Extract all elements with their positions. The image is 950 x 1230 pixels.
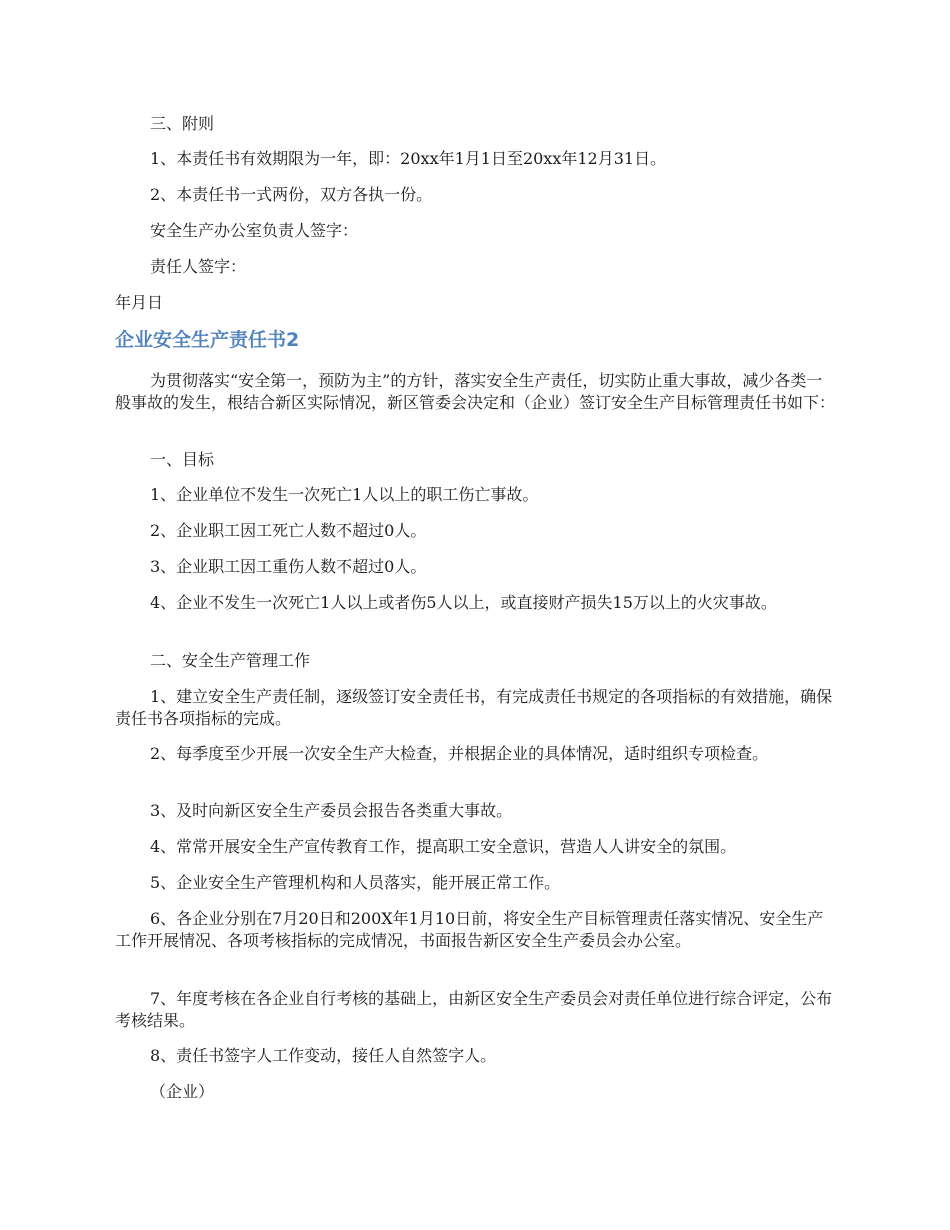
- signature-responsible-line: 责任人签字：: [150, 257, 247, 276]
- management-item-6: 6、各企业分别在7月20日和200X年1月10日前，将安全生产目标管理责任落实情况、安全生产工作开展情况、各项考核指标的完成情况，书面报告新区安全生产委员会办公室。: [115, 909, 824, 950]
- management-item-7: 7、年度考核在各企业自行考核的基础上，由新区安全生产委员会对责任单位进行综合评定，公布考核结果。: [115, 989, 833, 1030]
- management-item-4: 4、常常开展安全生产宣传教育工作，提高职工安全意识，营造人人讲安全的氛围。: [150, 837, 737, 856]
- date-line: 年月日: [115, 293, 164, 312]
- section-heading-goals: 一、目标: [150, 450, 215, 469]
- signature-office-line: 安全生产办公室负责人签字：: [150, 221, 359, 240]
- intro-paragraph: 为贯彻落实“安全第一，预防为主”的方针，落实安全生产责任，切实防止重大事故，减少各类一般事故的发生，根结合新区实际情况，新区管委会决定和（企业）签订安全生产目标管理责任书如下：: [115, 371, 836, 412]
- management-item-3: 3、及时向新区安全生产委员会报告各类重大事故。: [150, 801, 513, 820]
- appendix-item-2: 2、本责任书一式两份，双方各执一份。: [150, 185, 433, 204]
- goal-item-2: 2、企业职工因工死亡人数不超过0人。: [150, 521, 427, 540]
- goal-item-3: 3、企业职工因工重伤人数不超过0人。: [150, 557, 427, 576]
- goal-item-1: 1、企业单位不发生一次死亡1人以上的职工伤亡事故。: [150, 485, 539, 504]
- appendix-item-1: 1、本责任书有效期限为一年，即：20xx年1月1日至20xx年12月31日。: [150, 149, 667, 168]
- signature-company: （企业）: [150, 1082, 215, 1101]
- goal-item-4: 4、企业不发生一次死亡1人以上或者伤5人以上，或直接财产损失15万以上的火灾事故。: [150, 593, 777, 612]
- management-item-8: 8、责任书签字人工作变动，接任人自然签字人。: [150, 1046, 497, 1065]
- management-item-5: 5、企业安全生产管理机构和人员落实，能开展正常工作。: [150, 873, 561, 892]
- section-heading-management: 二、安全生产管理工作: [150, 651, 311, 670]
- section-heading-appendix: 三、附则: [150, 114, 215, 133]
- management-item-2: 2、每季度至少开展一次安全生产大检查，并根据企业的具体情况，适时组织专项检查。: [150, 744, 769, 763]
- management-item-1: 1、建立安全生产责任制，逐级签订安全责任书，有完成责任书规定的各项指标的有效措施，确保责任书各项指标的完成。: [115, 687, 833, 728]
- document-title: 企业安全生产责任书2: [115, 329, 300, 351]
